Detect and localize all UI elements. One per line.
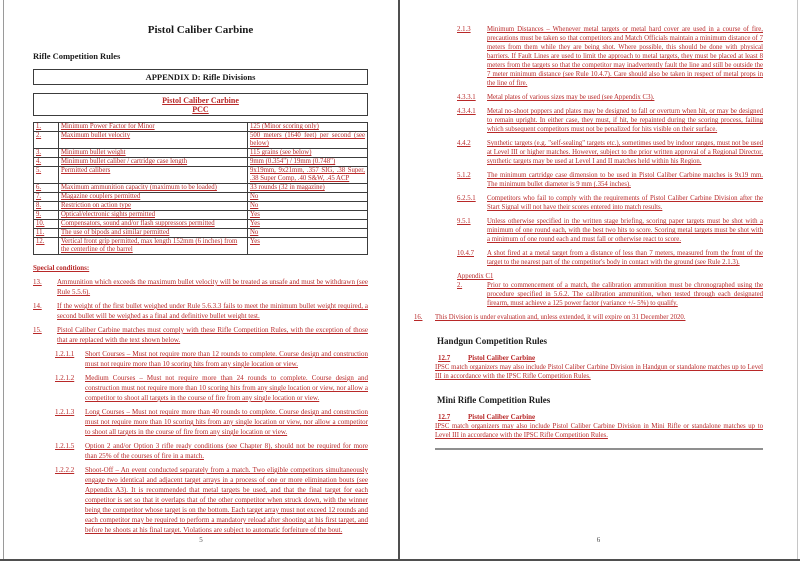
appendix-d-box: APPENDIX D: Rifle Divisions — [33, 69, 368, 85]
rule-value: 9x19mm, 9x21mm, .357 SIG, .38 Super, .38 Super Comp, .40 S&W, .45 ACP — [248, 167, 368, 184]
item-number: 1.2.2.2 — [55, 466, 75, 474]
item-number: 1.2.1.1 — [55, 350, 75, 358]
table-row — [34, 149, 368, 158]
minirifle-rule-title — [438, 413, 763, 422]
minirifle-rules-heading: Mini Rifle Competition Rules — [437, 395, 551, 405]
rule-value: 125 (Minor scoring only) — [248, 123, 368, 132]
item-text: Shoot-Off – An event conducted separately from a match. Two eligible competitors simultaneously engage two identical and adjacent target arrays in a process of one or more elimination bouts (see Appendix A3). It is recommended that metal targets be used, and that the final target for each competitor is set so that it overlaps that of the other competitor when struck down, with the winner being the competitor whose target is on the bottom. Each target array must not exceed 12 rounds and each competitor may be required to perform a mandatory reload after shooting at his first target, and before he shoots at his final target. Violations are subject to automatic forfeiture of the bout. — [85, 466, 368, 534]
rule-description: Restriction on action type — [59, 202, 248, 211]
rule-number: 11. — [34, 229, 59, 238]
list-item — [55, 373, 368, 403]
division-code: PCC — [192, 105, 209, 114]
rule-description: Compensators, sound and/or flash suppressors permitted — [59, 220, 248, 229]
item-text: Metal no-shoot poppers and plates may be designed to fall or overturn when hit, or may be designed to remain upright. In either case, they must, if hit, be repainted during the scoring process, failing which subsequent competitors must not be penalized for hits visible on their surface. — [487, 108, 763, 133]
table-row — [34, 184, 368, 193]
item-text: A shot fired at a metal target from a distance of less than 7 meters, measured from the front of the target to the nearest part of the competitor's body in contact with the ground (see Rule 2.1.3). — [487, 250, 763, 266]
rule-description: Maximum bullet velocity — [59, 132, 248, 149]
rule-value: Yes — [248, 211, 368, 220]
list-item — [457, 171, 763, 189]
list-item — [457, 249, 763, 267]
list-item — [457, 93, 763, 102]
table-row — [34, 238, 368, 255]
item-number: 15. — [33, 326, 42, 334]
item-text: Competitors who fail to comply with the requirements of Pistol Caliber Carbine Division after the Start Signal will not have their scores entered into match results. — [487, 195, 763, 211]
item-number: 9.5.1 — [457, 218, 471, 225]
item-text: Minimum Distances – Whenever metal targets or metal hard cover are used in a course of fire, precautions must be taken so that competitors and Match Officials maintain a minimum distance of 7 meters from them while they are being shot. Where possible, this should be done with physical barriers. If Fault Lines are used to limit the approach to metal targets, they must be placed at least 8 meters from the targets so that the competitor may inadvertently fault the line and still be outside the 7 meter minimum distance (see Rule 10.4.7). Care should also be taken in respect of metal props in the line of fire. — [487, 26, 763, 87]
list-item — [33, 277, 368, 297]
rule-value: No — [248, 202, 368, 211]
item-text: Synthetic targets (e.g. "self-sealing" targets etc.), sometimes used by indoor ranges, must not be used at Level III or higher matches. However, subject to the prior written approval of a Regional Director, synthetic targets may be used at Level I and II matches held within his Region. — [487, 140, 763, 165]
rule-number: 10. — [34, 220, 59, 229]
rule-value: 33 rounds (32 in magazine) — [248, 184, 368, 193]
table-row — [34, 220, 368, 229]
page-number: 6 — [596, 536, 601, 544]
item-text: Medium Courses – Must not require more than 24 rounds to complete. Course design and construction must not require more than 10 scoring hits from any single location or view, nor allow a competitor to shoot all targets in the course of fire from any single location or view. — [85, 374, 368, 402]
rule-description: Minimum bullet caliber / cartridge case length — [59, 158, 248, 167]
item-text: If the weight of the first bullet weighed under Rule 5.6.3.3 fails to meet the minimum bullet weight required, a second bullet will be weighed as a final and definitive bullet weight test. — [57, 302, 368, 320]
table-row — [34, 158, 368, 167]
item-number: 5.1.2 — [457, 172, 471, 179]
item-number: 1.2.1.3 — [55, 408, 75, 416]
item-number: 2.1.3 — [457, 26, 471, 33]
division-name: Pistol Caliber Carbine — [162, 96, 239, 105]
rule-number: 5. — [34, 167, 59, 184]
document-title: Pistol Caliber Carbine — [147, 24, 254, 36]
item-number: 2. — [457, 282, 463, 289]
item-number: 4.3.4.1 — [457, 108, 476, 115]
item-number: 14. — [33, 302, 42, 310]
rule-description: Vertical front grip permitted, max length 152mm (6 inches) from the centerline of the barrel — [59, 238, 248, 255]
rifle-rules-heading: Rifle Competition Rules — [33, 51, 121, 61]
rule-number: 3. — [34, 149, 59, 158]
rule-description: Minimum bullet weight — [59, 149, 248, 158]
special-conditions-heading: Special conditions: — [33, 264, 90, 272]
item-text: Short Courses – Must not require more than 12 rounds to complete. Course design and construction must not require more than 10 scoring hits from any single location or view. — [85, 350, 368, 368]
table-row — [34, 193, 368, 202]
table-row — [34, 167, 368, 184]
item-number: 1.2.1.2 — [55, 374, 75, 382]
division-rules-table — [33, 122, 368, 255]
item-number: 13. — [33, 278, 42, 286]
rule-title: Pistol Caliber Carbine — [468, 354, 536, 362]
list-item — [55, 441, 368, 461]
item-text: Pistol Caliber Carbine matches must comply with these Rifle Competition Rules, with the exception of those that are replaced with the text shown below. — [57, 326, 368, 344]
item-number: 10.4.7 — [457, 250, 474, 257]
item-number: 4.3.3.1 — [457, 94, 476, 101]
list-item — [55, 349, 368, 369]
item-text: This Division is under evaluation and, unless extended, it will expire on 31 December 2020. — [435, 314, 686, 321]
rule-number: 2. — [34, 132, 59, 149]
appendix-c1-heading: Appendix C1 — [457, 273, 494, 280]
rule-number: 1. — [34, 123, 59, 132]
list-item — [457, 139, 763, 166]
right-edge-border — [797, 0, 798, 561]
rule-value: 9mm (0.354") / 19mm (0.748") — [248, 158, 368, 167]
handgun-rule-body: IPSC match organizers may also include Pistol Caliber Carbine Division in Handgun or standalone matches up to Level III in accordance with the IPSC Rifle Competition Rules. — [435, 364, 763, 380]
document-page-right — [400, 0, 797, 556]
rule-value: 115 grains (see below) — [248, 149, 368, 158]
minirifle-rule-body: IPSC match organizers may also include Pistol Caliber Carbine Division in Mini Rifle or standalone matches up to Level III in accordance with the IPSC Rifle Competition Rules. — [435, 423, 763, 439]
list-item — [457, 194, 763, 212]
rule-description: The use of bipods and similar permitted — [59, 229, 248, 238]
table-row — [34, 202, 368, 211]
table-row — [34, 211, 368, 220]
rule-description: Magazine couplers permitted — [59, 193, 248, 202]
rule-value: 500 meters (1640 feet) per second (see below) — [248, 132, 368, 149]
item-text: Long Courses – Must not require more than 40 rounds to complete. Course design and construction must not require more than 10 scoring hits from any single location or view, nor allow a competitor to shoot all targets in the course of fire from any single location or view. — [85, 408, 368, 436]
rule-number: 9. — [34, 211, 59, 220]
rule-number: 12.7 — [438, 354, 451, 362]
rule-description: Permitted calibers — [59, 167, 248, 184]
item-text: Option 2 and/or Option 3 rifle ready conditions (see Chapter 8), should not be required for more than 25% of the courses of fire in a match. — [85, 442, 368, 460]
item-number: 4.4.2 — [457, 140, 471, 147]
rule-value: Yes — [248, 220, 368, 229]
rule-description: Optical/electronic sights permitted — [59, 211, 248, 220]
item-number: 6.2.5.1 — [457, 195, 476, 202]
list-item — [457, 217, 763, 244]
list-item — [457, 25, 763, 88]
handgun-rule-title — [438, 354, 763, 363]
list-item — [414, 313, 763, 322]
rule-description: Minimum Power Factor for Minor — [59, 123, 248, 132]
list-item — [55, 407, 368, 437]
rule-title: Pistol Caliber Carbine — [468, 413, 536, 421]
document-page-left — [4, 0, 398, 556]
rule-number: 8. — [34, 202, 59, 211]
rule-number: 7. — [34, 193, 59, 202]
item-number: 16. — [414, 314, 423, 321]
rule-value: Yes — [248, 238, 368, 255]
table-row — [34, 229, 368, 238]
bottom-edge-border — [0, 559, 800, 561]
rule-value: No — [248, 193, 368, 202]
rule-description: Maximum ammunition capacity (maximum to be loaded) — [59, 184, 248, 193]
list-item — [55, 465, 368, 535]
item-text: Prior to commencement of a match, the calibration ammunition must be chronographed using the procedure specified in 5.6.2. The calibration ammunition, when tested through each designated firearm, must achieve a 125 power factor (variance +/- 5%) to qualify. — [487, 282, 763, 307]
handgun-rules-heading: Handgun Competition Rules — [437, 336, 548, 346]
item-text: Metal plates of various sizes may be used (see Appendix C3). — [487, 94, 655, 101]
page-number: 5 — [199, 536, 203, 544]
list-item — [457, 281, 763, 308]
rule-number: 12. — [34, 238, 59, 255]
section-divider-line — [435, 448, 763, 450]
table-row — [34, 132, 368, 149]
list-item — [33, 325, 368, 345]
list-item — [33, 301, 368, 321]
rule-number: 4. — [34, 158, 59, 167]
table-row — [34, 123, 368, 132]
item-text: Ammunition which exceeds the maximum bullet velocity will be treated as unsafe and must be withdrawn (see Rule 5.5.6). — [57, 278, 368, 296]
rule-number: 6. — [34, 184, 59, 193]
rule-value: No — [248, 229, 368, 238]
division-title-box — [33, 93, 368, 116]
item-text: Unless otherwise specified in the written stage briefing, scoring paper targets must be shot with a minimum of one round each, with the best two hits to score. Scoring metal targets must be shot with a minimum of one round each and must fall or otherwise react to score. — [487, 218, 763, 243]
item-number: 1.2.1.5 — [55, 442, 75, 450]
list-item — [457, 107, 763, 134]
item-text: The minimum cartridge case dimension to be used in Pistol Caliber Carbine matches is 9x19 mm. The minimum bullet diameter is 9 mm (.354 inches). — [487, 172, 763, 188]
rule-number: 12.7 — [438, 413, 451, 421]
